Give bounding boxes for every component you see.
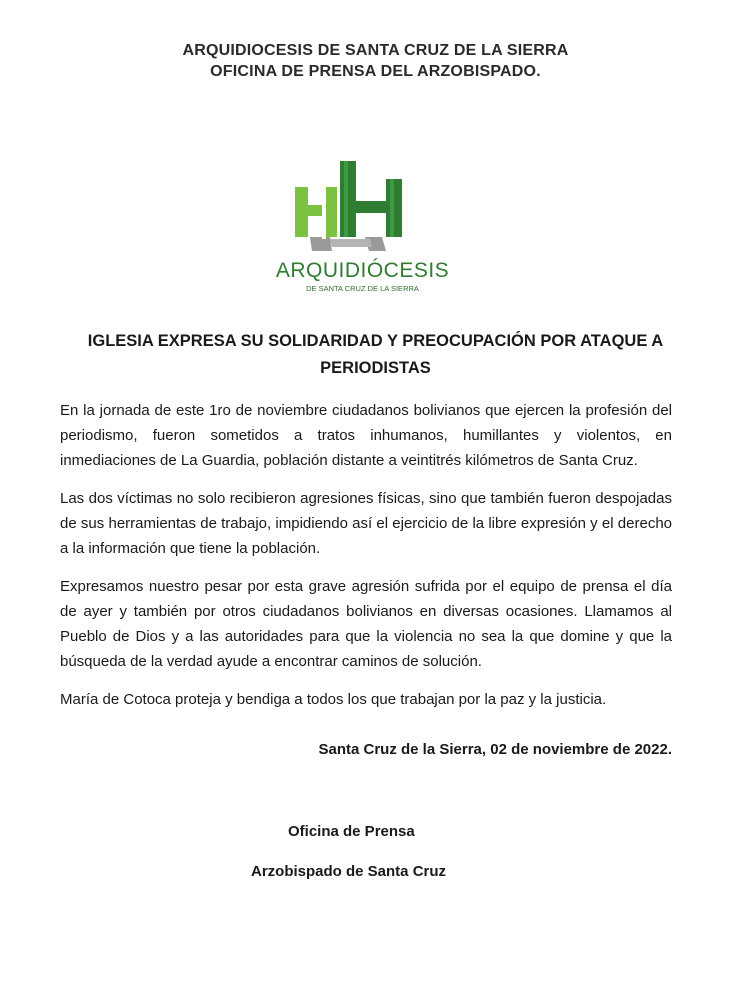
logo-subtitle: DE SANTA CRUZ DE LA SIERRA — [306, 284, 419, 293]
body-paragraph-4: María de Cotoca proteja y bendiga a todos los que trabajan por la paz y la justicia. — [60, 691, 607, 708]
press-release-body — [60, 398, 672, 725]
archdiocese-logo-mark — [270, 155, 470, 259]
letterhead-line-1: ARQUIDIOCESIS DE SANTA CRUZ DE LA SIERRA — [182, 42, 569, 59]
title-line-2: PERIODISTAS — [320, 359, 431, 377]
signature-archbishopric: Arzobispado de Santa Cruz — [251, 863, 447, 880]
title-line-1: IGLESIA EXPRESA SU SOLIDARIDAD Y PREOCUPACIÓN POR ATAQUE A — [87, 332, 664, 350]
dateline: Santa Cruz de la Sierra, 02 de noviembre de 2022. — [318, 741, 672, 758]
body-paragraph-3: Expresamos nuestro pesar por esta grave agresión sufrida por el equipo de prensa el día de ayer y también por otros ciudadanos bolivianos en diversas ocasiones. Llamamos al Pueblo de Dios y a las autoridades para que la violencia no sea la que domine y que la búsqueda de la verdad ayude a encontrar caminos de solución. — [60, 578, 672, 670]
archdiocese-logo — [270, 155, 470, 300]
logo-wordmark: ARQUIDIÓCESIS — [275, 259, 450, 282]
body-paragraph-2: Las dos víctimas no solo recibieron agresiones físicas, sino que también fueron despojadas de sus herramientas de trabajo, impidiendo así el ejercicio de la libre expresión y el derecho a la información que tiene la población. — [60, 490, 672, 557]
press-release-title — [40, 328, 711, 382]
signature-office: Oficina de Prensa — [288, 823, 415, 840]
letterhead — [0, 40, 751, 82]
letterhead-line-2: OFICINA DE PRENSA DEL ARZOBISPADO. — [210, 63, 541, 80]
body-paragraph-1: En la jornada de este 1ro de noviembre ciudadanos bolivianos que ejercen la profesión del periodismo, fueron sometidos a tratos inhumanos, humillantes y violentos, en inmediaciones de La Guardia, población distante a veintitrés kilómetros de Santa Cruz. — [60, 402, 672, 469]
